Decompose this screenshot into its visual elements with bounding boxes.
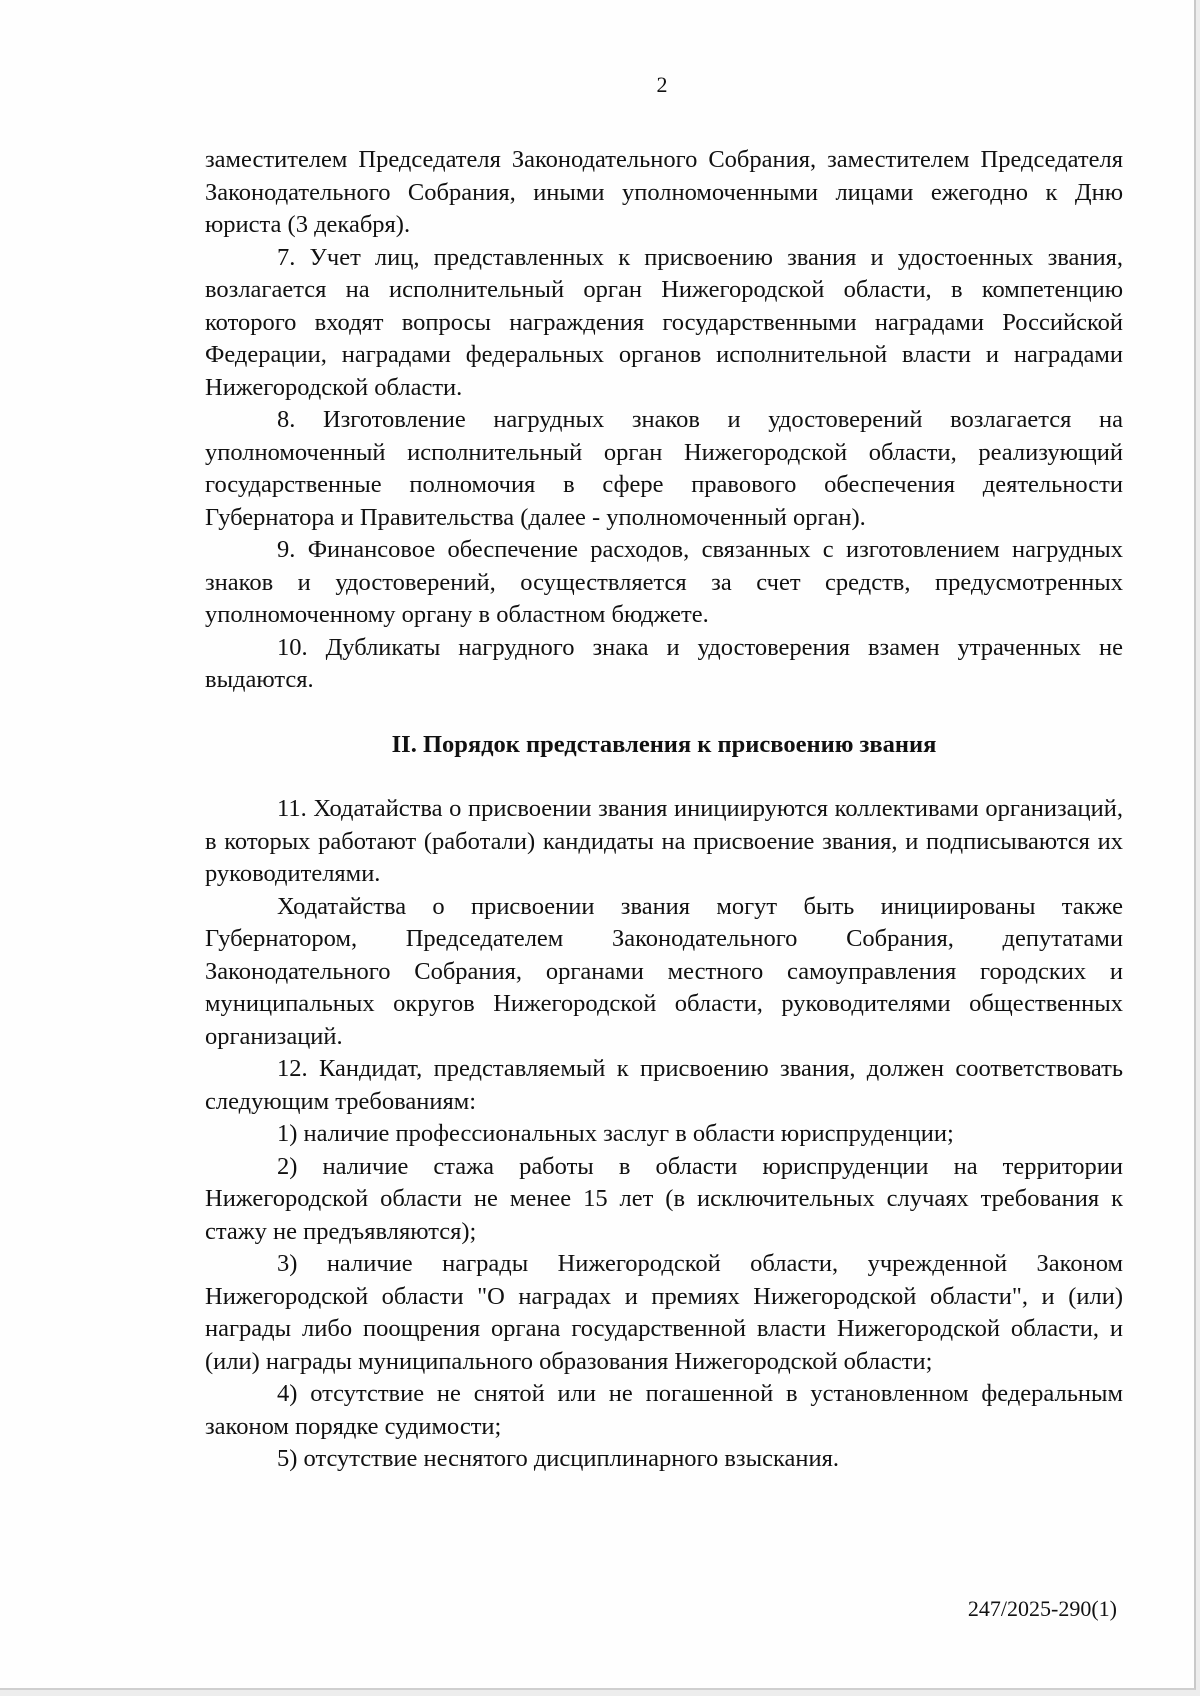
paragraph-11: 11. Ходатайства о присвоении звания инициируются коллективами организаций, в которых работают (работали) кандидаты на присвоение звания, и подписываются их руководителями. xyxy=(205,795,1123,887)
requirement-2: 2) наличие стажа работы в области юриспруденции на территории Нижегородской области не менее 15 лет (в исключительных случаях требования к стажу не предъявляются); xyxy=(205,1152,1123,1245)
requirement-4: 4) отсутствие не снятой или не погашенной в установленном федеральным законом порядке судимости; xyxy=(205,1380,1123,1440)
document-body xyxy=(205,144,1123,1476)
paragraph-9: 9. Финансовое обеспечение расходов, связанных с изготовлением нагрудных знаков и удостоверений, осуществляется за счет средств, предусмотренных уполномоченному органу в областном бюджете. xyxy=(205,536,1123,628)
document-code: 247/2025-290(1) xyxy=(967,1596,1117,1621)
paragraph-11-cont: Ходатайства о присвоении звания могут быть инициированы также Губернатором, Председателем Законодательного Собрания, депутатами Законодательного Собрания, органами местного самоуправления городских и муниципальных округов Нижегородской области, руководителями общественных организаций. xyxy=(205,892,1123,1050)
paragraph-10: 10. Дубликаты нагрудного знака и удостоверения взамен утраченных не выдаются. xyxy=(205,633,1123,693)
paragraph-12: 12. Кандидат, представляемый к присвоению звания, должен соответствовать следующим требованиям: xyxy=(205,1055,1123,1115)
section-heading: II. Порядок представления к присвоению звания xyxy=(391,730,937,758)
paragraph-continuation: заместителем Председателя Законодательного Собрания, заместителем Председателя Законодательного Собрания, иными уполномоченными лицами ежегодно к Дню юриста (3 декабря). xyxy=(205,146,1123,238)
requirement-1: 1) наличие профессиональных заслуг в области юриспруденции; xyxy=(277,1120,954,1147)
requirement-5: 5) отсутствие неснятого дисциплинарного взыскания. xyxy=(277,1445,839,1472)
page-number: 2 xyxy=(656,72,668,97)
paragraph-8: 8. Изготовление нагрудных знаков и удостоверений возлагается на уполномоченный исполнительный орган Нижегородской области, реализующий государственные полномочия в сфере правового обеспечения деятельности Губернатора и Правительства (далее - уполномоченный орган). xyxy=(205,406,1123,531)
requirement-3: 3) наличие награды Нижегородской области, учрежденной Законом Нижегородской области "О наградах и премиях Нижегородской области", и (или) награды либо поощрения органа государственной власти Нижегородской области, и (или) награды муниципального образования Нижегородской области; xyxy=(205,1250,1123,1375)
paragraph-7: 7. Учет лиц, представленных к присвоению звания и удостоенных звания, возлагается на исполнительный орган Нижегородской области, в компетенцию которого входят вопросы награждения государственными наградами Российской Федерации, наградами федеральных органов исполнительной власти и наградами Нижегородской области. xyxy=(205,243,1123,401)
